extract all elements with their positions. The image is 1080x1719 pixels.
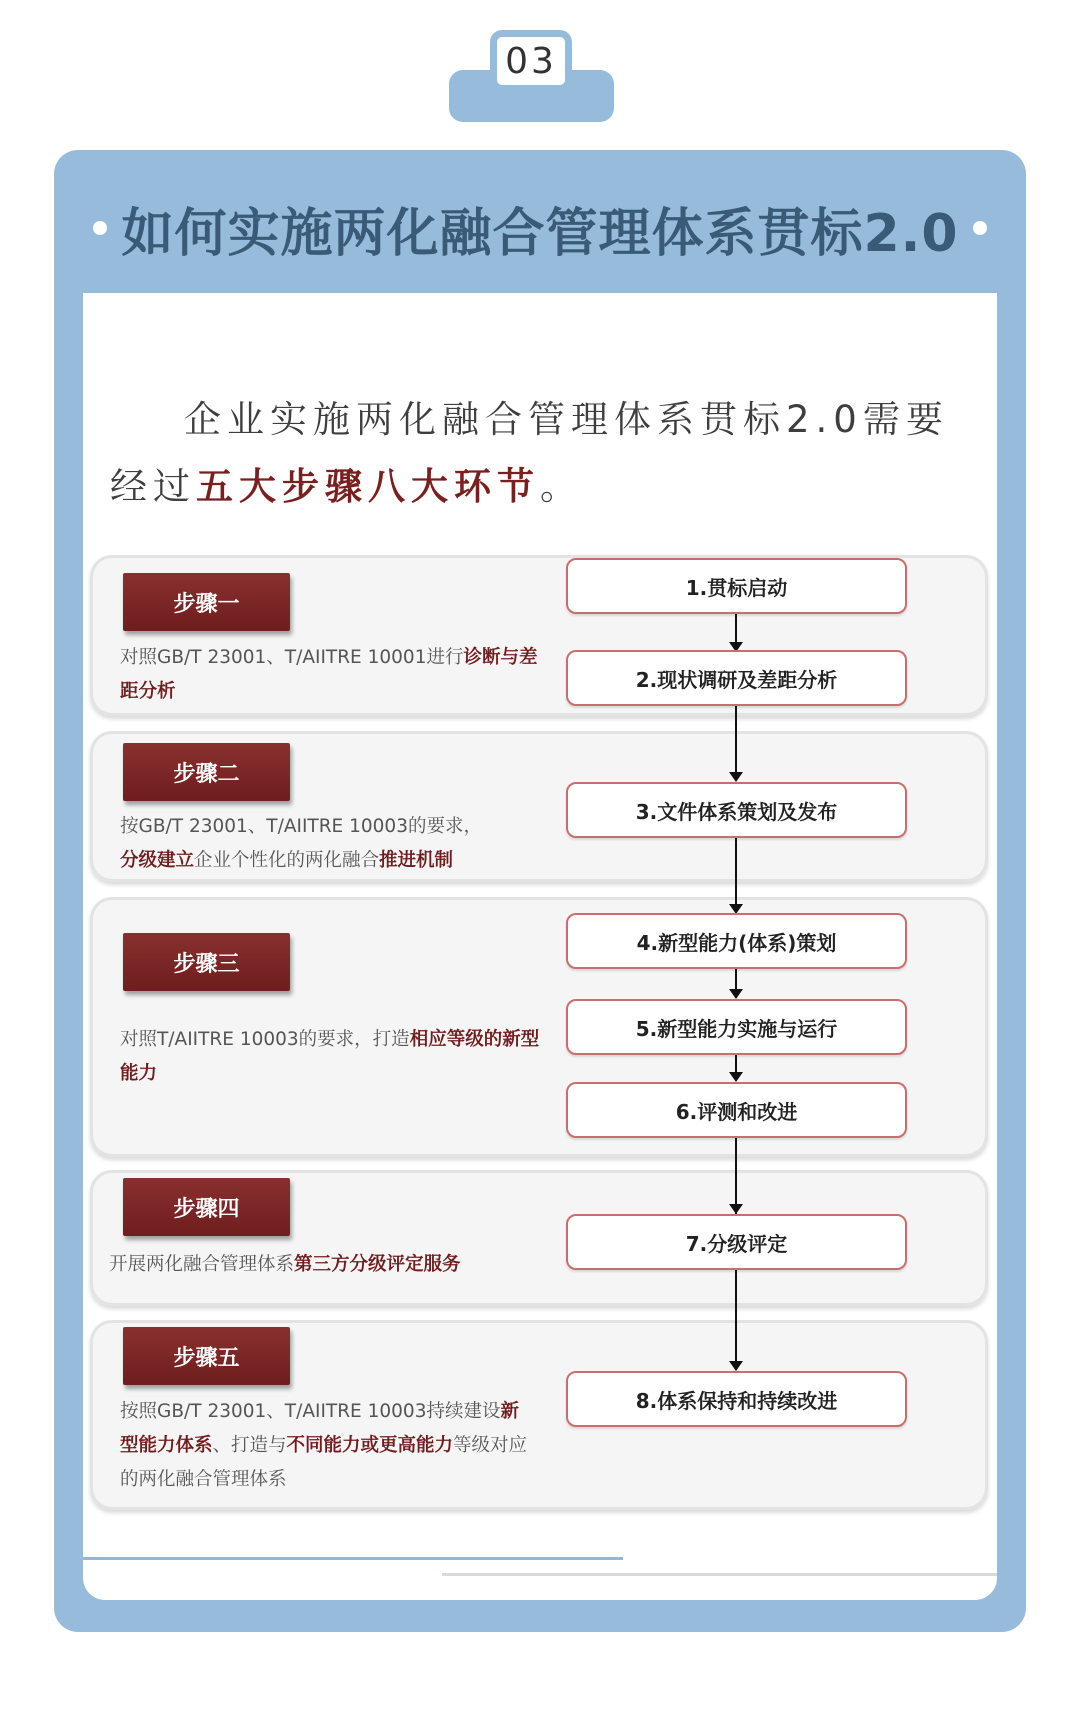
step-badge-5: 步骤五 [123, 1327, 290, 1385]
desc-text: 按GB/T 23001、T/AIITRE 10003的要求， [120, 816, 482, 837]
step-badge-4: 步骤四 [123, 1178, 290, 1236]
desc-emphasis: 推进机制 [379, 850, 454, 871]
flow-box-1: 1.贯标启动 [566, 558, 907, 614]
decorative-line [442, 1573, 997, 1576]
desc-text: 按照GB/T 23001、T/AIITRE 10003持续建设 [120, 1401, 501, 1422]
flow-box-2: 2.现状调研及差距分析 [566, 650, 907, 706]
step-badge-1: 步骤一 [123, 573, 290, 631]
intro-line-1: 企业实施两化融合管理体系贯标2.0需要 [184, 398, 949, 441]
decorative-line [83, 1557, 623, 1560]
arrow-down-icon [729, 989, 743, 999]
desc-text: 企业个性化的两化融合 [194, 850, 380, 871]
intro-line-2 [110, 463, 970, 511]
connector-line [735, 1270, 737, 1370]
flow-box-6: 6.评测和改进 [566, 1082, 907, 1138]
connector-line [735, 706, 737, 780]
bullet-dot-icon [93, 221, 107, 235]
connector-line [735, 969, 737, 991]
flow-box-7: 7.分级评定 [566, 1214, 907, 1270]
flow-box-5: 5.新型能力实施与运行 [566, 999, 907, 1055]
arrow-down-icon [729, 772, 743, 782]
flow-box-3: 3.文件体系策划及发布 [566, 782, 907, 838]
desc-emphasis: 新型能力体系 [120, 1401, 519, 1456]
arrow-down-icon [729, 1361, 743, 1371]
header [54, 186, 1026, 270]
desc-emphasis: 第三方分级评定服务 [294, 1254, 461, 1275]
intro-emphasis: 五大步骤八大环节 [196, 465, 540, 508]
desc-text: 开展两化融合管理体系 [109, 1254, 295, 1275]
flow-box-4: 4.新型能力(体系)策划 [566, 913, 907, 969]
desc-text: 等级对应的两化融合管理体系 [120, 1435, 528, 1490]
page-title: 如何实施两化融合管理体系贯标2.0 [121, 203, 959, 264]
arrow-down-icon [729, 1072, 743, 1082]
step-desc-4 [109, 1248, 569, 1282]
arrow-down-icon [729, 1204, 743, 1214]
desc-text: 、打造与 [212, 1435, 287, 1456]
bullet-dot-icon [973, 221, 987, 235]
intro-suffix: 。 [540, 465, 583, 508]
step-badge-3: 步骤三 [123, 933, 290, 991]
desc-text: 对照T/AIITRE 10003的要求，打造 [120, 1029, 410, 1050]
step-desc-2 [120, 810, 540, 878]
step-desc-3 [120, 1023, 540, 1091]
desc-emphasis: 分级建立 [120, 850, 195, 871]
step-desc-5 [120, 1395, 530, 1497]
desc-emphasis: 诊断与差距分析 [120, 647, 538, 702]
flow-box-8: 8.体系保持和持续改进 [566, 1371, 907, 1427]
connector-line [735, 614, 737, 644]
connector-line [735, 838, 737, 912]
section-number: 03 [490, 30, 572, 92]
step-desc-1 [120, 641, 540, 709]
step-badge-2: 步骤二 [123, 743, 290, 801]
connector-line [735, 1138, 737, 1214]
intro-prefix: 经过 [110, 465, 196, 508]
desc-emphasis: 不同能力或更高能力 [286, 1435, 454, 1456]
desc-text: 对照GB/T 23001、T/AIITRE 10001进行 [120, 647, 464, 668]
desc-emphasis: 相应等级的新型能力 [120, 1029, 540, 1084]
